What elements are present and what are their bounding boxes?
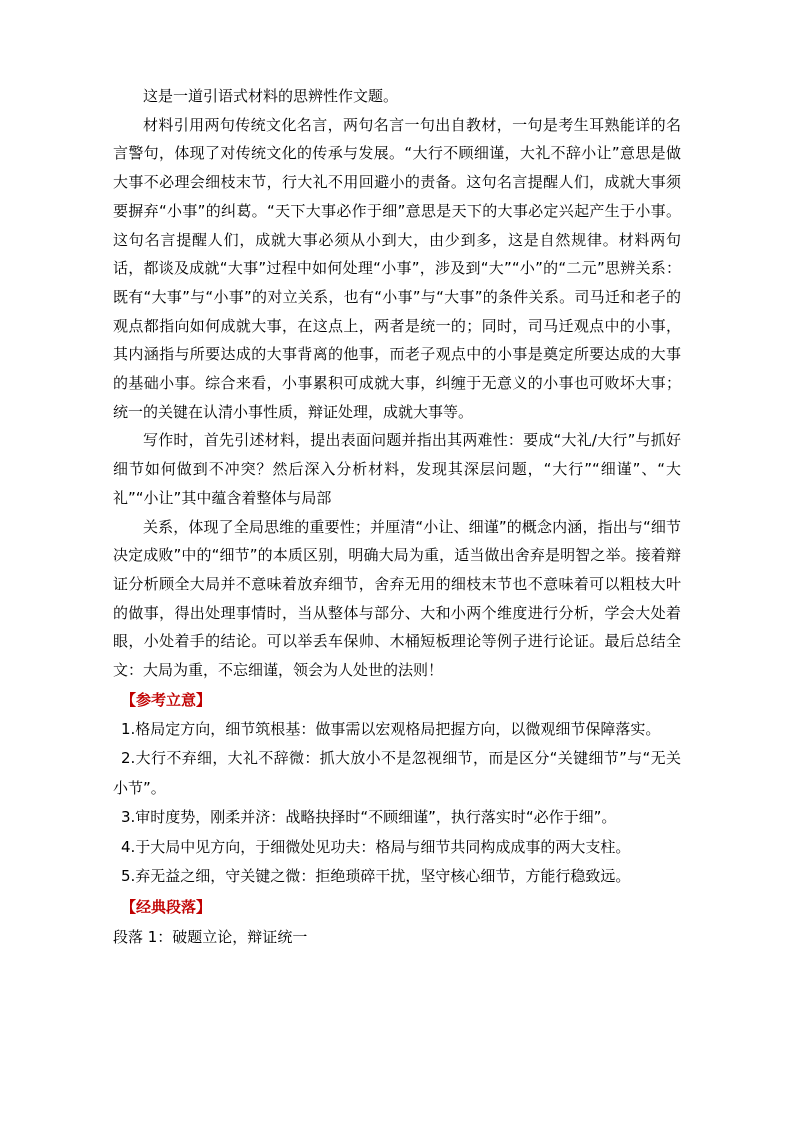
analysis-paragraph: 材料引用两句传统文化名言，两句名言一句出自教材，一句是考生耳熟能详的名言警句，体现了对传统文化的传承与发展。“大行不顾细谨，大礼不辞小让”意思是做大事不必理会细枝末节，行大礼不用回避小的责备。这句名言提醒人们，成就大事须要摒弃“小事”的纠葛。“天下大事必作于细”意思是天下的大事必定兴起产生于小事。这句名言提醒人们，成就大事必须从小到大，由少到多，这是自然规律。材料两句话，都谈及成就“大事”过程中如何处理“小事”，涉及到“大”“小”的“二元”思辨关系：既有“大事”与“小事”的对立关系，也有“小事”与“大事”的条件关系。司马迁和老子的观点都指向如何成就大事，在这点上，两者是统一的；同时，司马迁观点中的小事，其内涵指与所要达成的大事背离的他事，而老子观点中的小事是奠定所要达成的大事的基础小事。综合来看，小事累积可成就大事，纠缠于无意义的小事也可败坏大事；统一的关键在认清小事性质，辩证处理，成就大事等。 <box>113 115 681 421</box>
writing-paragraph: 写作时，首先引述材料，提出表面问题并指出其两难性：要成“大礼/大行”与抓好细节如何做到不冲突？然后深入分析材料，发现其深层问题，“大行”“细谨”、“大礼”“小让”其中蕴含着整体与局部 <box>113 431 681 507</box>
intro-paragraph: 这是一道引语式材料的思辨性作文题。 <box>143 87 399 105</box>
reference-item: 1.格局定方向，细节筑根基：做事需以宏观格局把握方向，以微观细节保障落实。 <box>121 719 661 738</box>
classic-heading: 【经典段落】 <box>121 897 212 916</box>
reference-heading: 【参考立意】 <box>121 690 212 709</box>
reference-item: 5.弃无益之细，守关键之微：拒绝琐碎干扰，坚守核心细节，方能行稳致远。 <box>121 867 631 886</box>
reference-item: 3.审时度势，刚柔并济：战略抉择时“不顾细谨”，执行落实时“必作于细”。 <box>121 808 617 827</box>
reference-item: 2.大行不弃细，大礼不辞微：抓大放小不是忽视细节，而是区分“关键细节”与“无关小节”。 <box>113 749 681 797</box>
paragraph-label: 段落 1：破题立论，辩证统一 <box>113 927 308 946</box>
document-page <box>113 82 681 952</box>
reference-item: 4.于大局中见方向，于细微处见功夫：格局与细节共同构成成事的两大支柱。 <box>121 837 631 856</box>
relation-paragraph: 关系，体现了全局思维的重要性；并厘清“小让、细谨”的概念内涵，指出与“细节决定成败”中的“细节”的本质区别，明确大局为重，适当做出舍弃是明智之举。接着辩证分析顾全大局并不意味着放弃细节，舍弃无用的细枝末节也不意味着可以粗枝大叶的做事，得出处理事情时，当从整体与部分、大和小两个维度进行分析，学会大处着眼，小处着手的结论。可以举丢车保帅、木桶短板理论等例子进行论证。最后总结全文：大局为重，不忘细谨，领会为人处世的法则！ <box>113 517 681 680</box>
